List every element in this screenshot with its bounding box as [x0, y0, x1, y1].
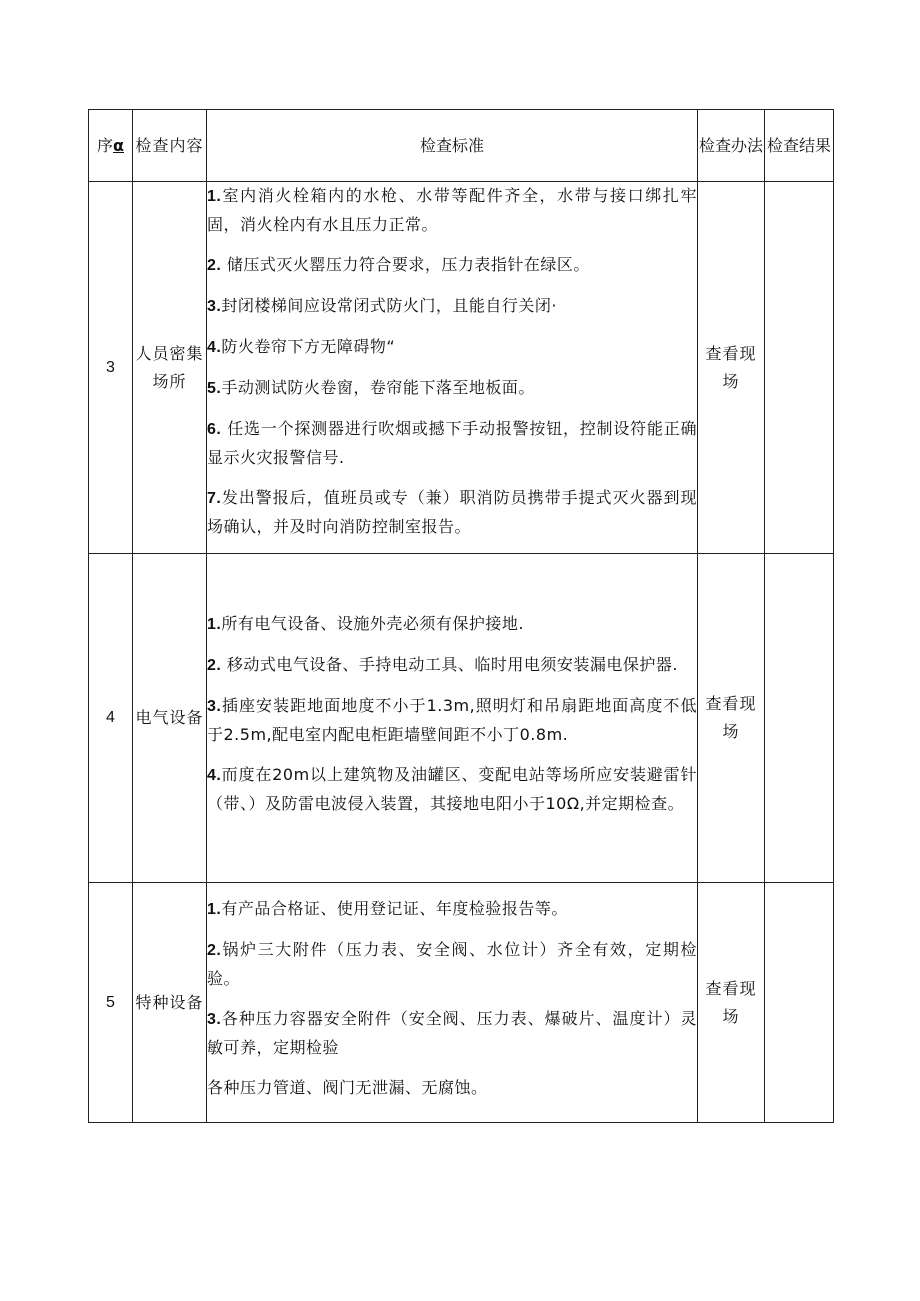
- standard-line: 3.各种压力容器安全附件（安全阀、压力表、爆破片、温度计）灵敏可养，定期检验: [207, 1008, 697, 1057]
- header-method: 检查办法: [698, 110, 765, 182]
- table-row: [89, 182, 834, 554]
- standard-line: 2. 移动式电气设备、手持电动工具、临时用电须安装漏电保护器.: [207, 655, 679, 674]
- row-standards: [207, 554, 698, 883]
- row-result: [765, 182, 834, 554]
- row-seq: 5: [89, 883, 133, 1123]
- standard-line: 3.插座安装距地面地度不小于1.3m,照明灯和吊扇距地面高度不低于2.5m,配电室内配电柜距墙壁间距不小丁0.8m.: [207, 696, 697, 744]
- standard-line: 5.手动测试防火卷窗，卷帘能下落至地板面。: [207, 378, 535, 397]
- header-seq-suffix: α: [113, 135, 124, 155]
- standard-line: 4.而度在20m以上建筑物及油罐区、变配电站等场所应安装避雷针（带、）及防雷电波侵入装置，其接地电阳小于10Ω,并定期检查。: [207, 765, 697, 813]
- row-seq: 3: [89, 182, 133, 554]
- row-result: [765, 883, 834, 1123]
- standard-line: 7.发出警报后，值班员或专（兼）职消防员携带手提式灭火器到现场确认，并及时向消防控制室报告。: [207, 488, 697, 536]
- row-standards: [207, 182, 698, 554]
- inspection-table: [88, 109, 834, 1123]
- header-result: 检查结果: [765, 110, 834, 182]
- standard-line: 2.锅炉三大附件（压力表、安全阀、水位计）齐全有效，定期检验。: [207, 939, 697, 988]
- header-seq: 序α: [89, 110, 133, 182]
- standard-line: 1.所有电气设备、设施外壳必须有保护接地.: [207, 614, 524, 633]
- standard-line: 1.室内消火栓箱内的水枪、水带等配件齐全，水带与接口绑扎牢固，消火栓内有水且压力正常。: [207, 186, 697, 234]
- table-row: [89, 883, 834, 1123]
- standard-line: 2. 储压式灭火罂压力符合要求，压力表指针在绿区。: [207, 255, 590, 274]
- row-item: 特种设备: [133, 883, 207, 1123]
- header-item: 检查内容: [133, 110, 207, 182]
- table-header-row: [89, 110, 834, 182]
- header-standard: 检查标准: [207, 110, 698, 182]
- row-result: [765, 554, 834, 883]
- standard-line: 1.有产品合格证、使用登记证、年度检验报告等。: [207, 898, 568, 918]
- standard-line: 各种压力管道、阀门无泄漏、无腐蚀。: [207, 1077, 488, 1097]
- row-method: 查看现场: [698, 182, 765, 554]
- standard-line: 4.防火卷帘下方无障碍物“: [207, 337, 396, 356]
- table-row: [89, 554, 834, 883]
- row-method: 查看现场: [698, 883, 765, 1123]
- row-seq: 4: [89, 554, 133, 883]
- standard-line: 3.封闭楼梯间应设常闭式防火门，且能自行关闭·: [207, 296, 557, 315]
- row-item: 电气设备: [133, 554, 207, 883]
- standard-line: 6. 任选一个探测器进行吹烟或撼下手动报警按钮，控制设符能正确显示火灾报警信号.: [207, 419, 697, 467]
- row-method: 查看现场: [698, 554, 765, 883]
- row-item: 人员密集场所: [133, 182, 207, 554]
- row-standards: [207, 883, 698, 1123]
